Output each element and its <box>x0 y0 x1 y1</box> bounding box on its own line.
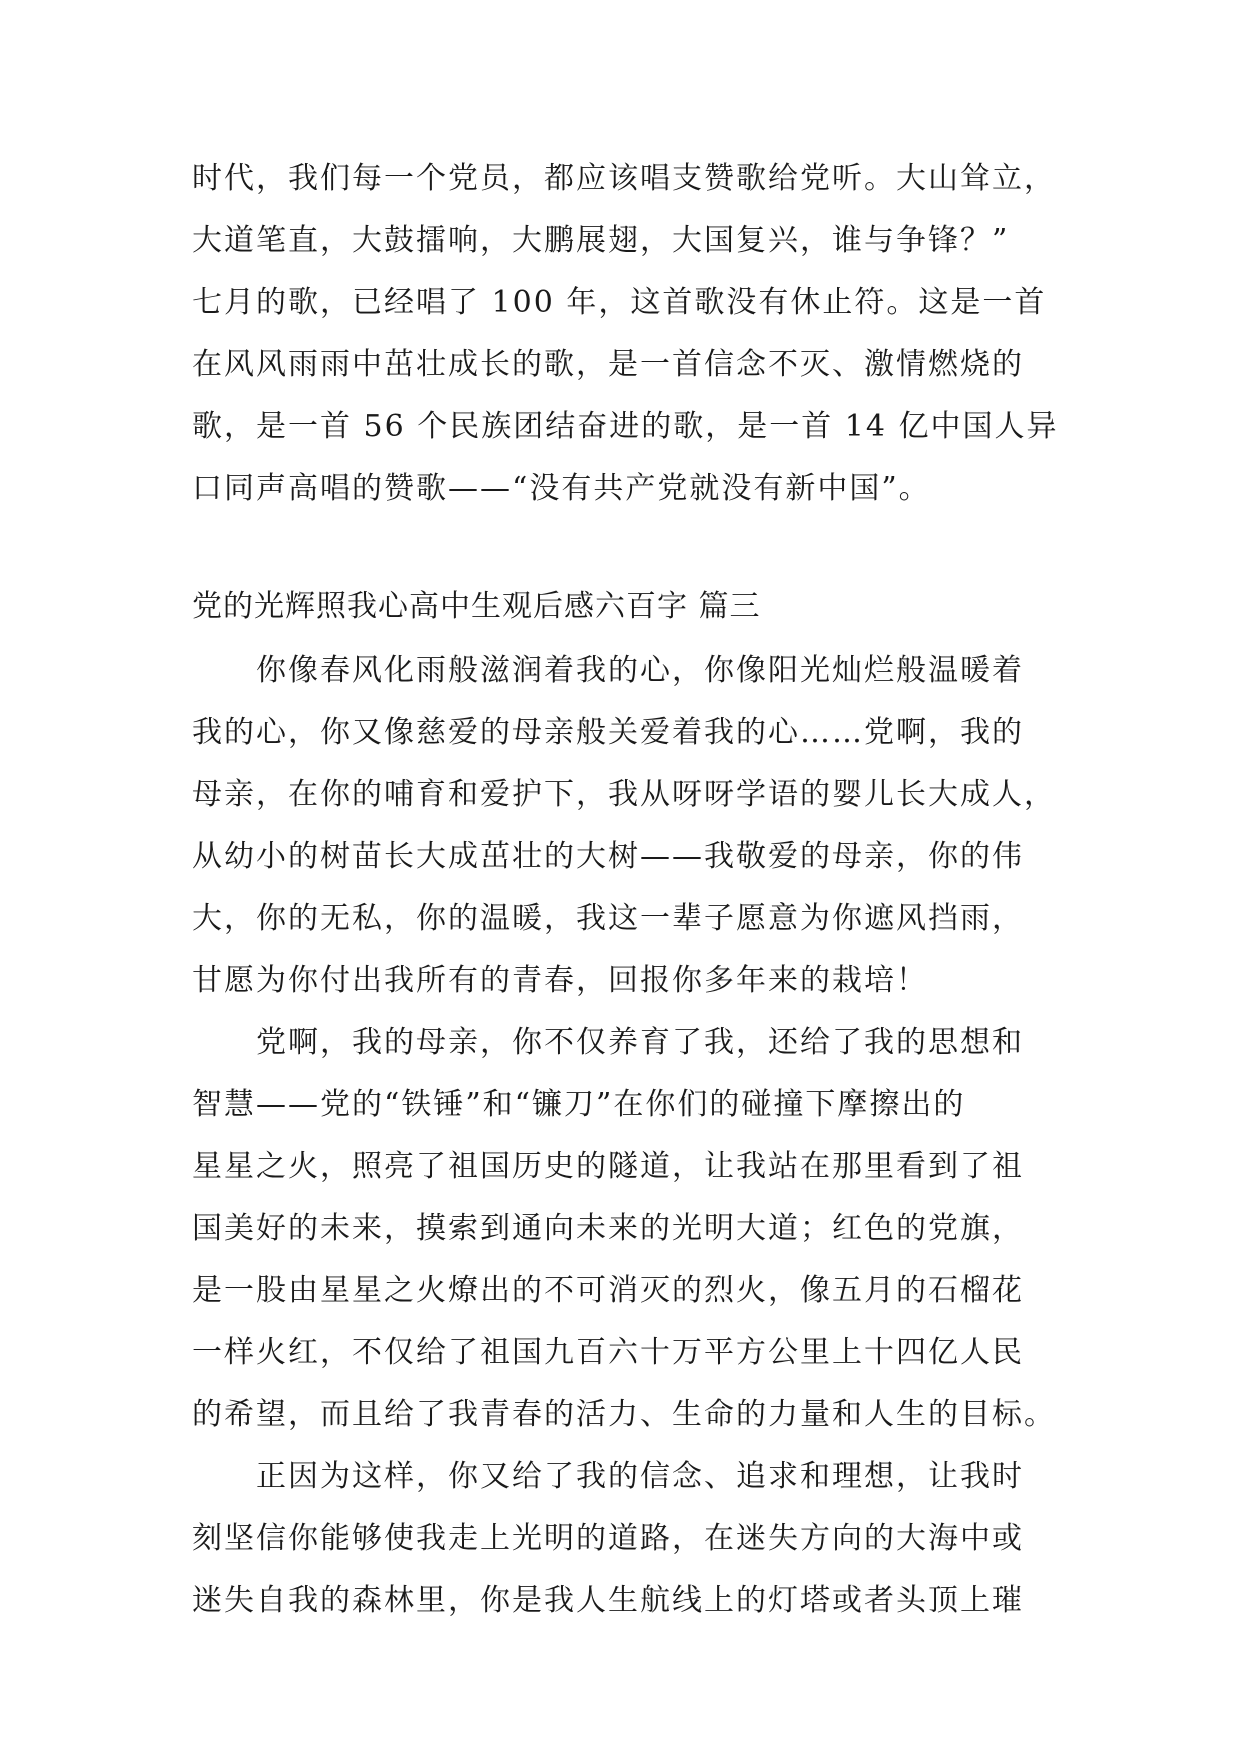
text-line: 在风风雨雨中茁壮成长的歌，是一首信念不灭、激情燃烧的 <box>192 347 1024 382</box>
text-line: 从幼小的树苗长大成茁壮的大树——我敬爱的母亲，你的伟 <box>192 839 1024 874</box>
text-line: 是一股由星星之火燎出的不可消灭的烈火，像五月的石榴花 <box>192 1273 1024 1308</box>
text-line: 母亲，在你的哺育和爱护下，我从呀呀学语的婴儿长大成人， <box>192 777 1056 812</box>
text-line: 口同声高唱的赞歌——“没有共产党就没有新中国”。 <box>192 471 931 506</box>
text-line: 大，你的无私，你的温暖，我这一辈子愿意为你遮风挡雨， <box>192 901 1024 936</box>
text-line: 党啊，我的母亲，你不仅养育了我，还给了我的思想和 <box>256 1025 1024 1060</box>
text-line: 智慧——党的“铁锤”和“镰刀”在你们的碰撞下摩擦出的 <box>192 1087 966 1122</box>
text-line: 七月的歌，已经唱了 100 年，这首歌没有休止符。这是一首 <box>192 285 1047 320</box>
text-line: 我的心，你又像慈爱的母亲般关爱着我的心……党啊，我的 <box>192 715 1024 750</box>
text-line: 你像春风化雨般滋润着我的心，你像阳光灿烂般温暖着 <box>256 653 1024 688</box>
text-line: 甘愿为你付出我所有的青春，回报你多年来的栽培！ <box>192 963 928 998</box>
text-line: 歌，是一首 56 个民族团结奋进的歌，是一首 14 亿中国人异 <box>192 409 1059 444</box>
text-line: 一样火红，不仅给了祖国九百六十万平方公里上十四亿人民 <box>192 1335 1024 1370</box>
text-line: 大道笔直，大鼓擂响，大鹏展翅，大国复兴，谁与争锋？” <box>192 223 1010 258</box>
text-line: 时代，我们每一个党员，都应该唱支赞歌给党听。大山耸立， <box>192 161 1056 196</box>
text-line: 的希望，而且给了我青春的活力、生命的力量和人生的目标。 <box>192 1397 1056 1432</box>
text-line: 正因为这样，你又给了我的信念、追求和理想，让我时 <box>256 1459 1024 1494</box>
section-heading: 党的光辉照我心高中生观后感六百字 篇三 <box>192 589 761 624</box>
text-line: 国美好的未来，摸索到通向未来的光明大道；红色的党旗， <box>192 1211 1024 1246</box>
text-line: 星星之火，照亮了祖国历史的隧道，让我站在那里看到了祖 <box>192 1149 1024 1184</box>
text-line: 刻坚信你能够使我走上光明的道路，在迷失方向的大海中或 <box>192 1521 1024 1556</box>
text-line: 迷失自我的森林里，你是我人生航线上的灯塔或者头顶上璀 <box>192 1583 1024 1618</box>
